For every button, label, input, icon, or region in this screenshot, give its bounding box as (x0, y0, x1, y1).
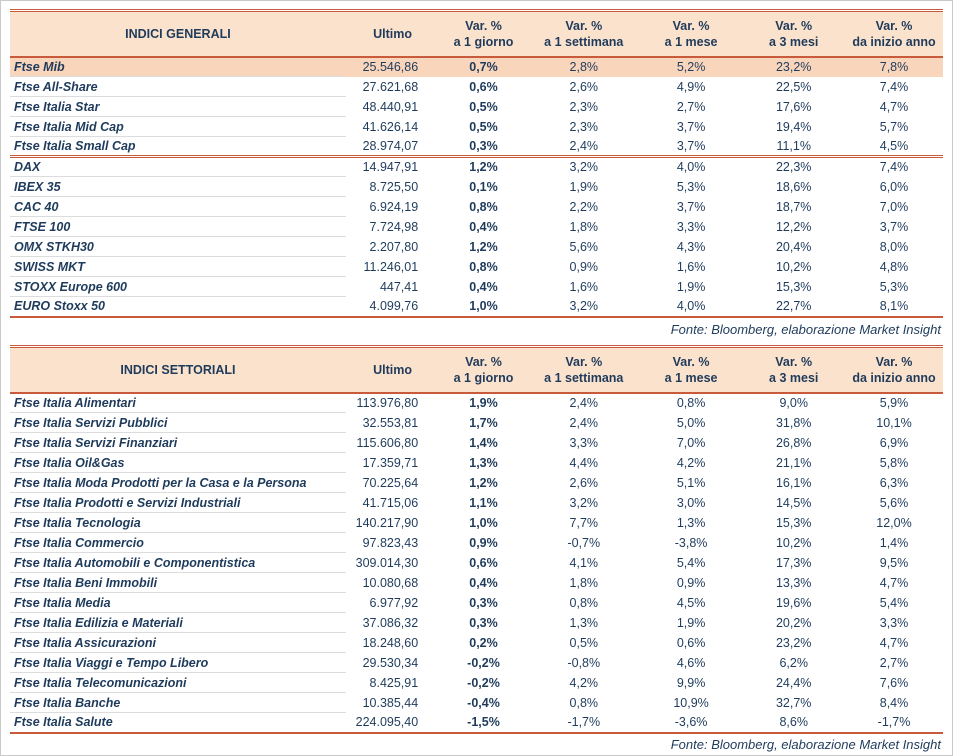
index-name: Ftse Italia Prodotti e Servizi Industriali (10, 493, 346, 513)
var-pct-value: 23,2% (742, 57, 845, 77)
var-pct-value: 0,3% (469, 138, 498, 153)
column-header-var-1-mese: Var. % a 1 mese (640, 11, 743, 57)
table-row (10, 673, 943, 693)
column-header-ultimo: Ultimo (346, 347, 439, 393)
var-pct-value: 4,5% (879, 138, 909, 153)
var-pct-value: 1,7% (469, 415, 498, 430)
index-name: Ftse Italia Small Cap (10, 137, 346, 157)
var-pct-value: 19,4% (775, 119, 812, 134)
var-pct-value: 6,2% (779, 655, 808, 670)
column-header-var-inizio-anno: Var. % da inizio anno (845, 11, 943, 57)
var-pct-value: 3,2% (528, 157, 640, 177)
var-pct-value: 19,6% (775, 595, 812, 610)
var-pct-value: 4,4% (569, 455, 599, 470)
var-pct-value: 2,8% (528, 57, 640, 77)
var-pct-value: 4,3% (676, 239, 706, 254)
ultimo-value: 17.359,71 (362, 455, 419, 470)
ultimo-value: 29.530,34 (362, 655, 419, 670)
column-header-var-inizio-anno: Var. % da inizio anno (845, 347, 943, 393)
var-pct-value: 4,6% (676, 655, 706, 670)
var-pct-value: 4,9% (676, 79, 706, 94)
var-pct-value: 1,2% (469, 475, 498, 490)
var-pct-value: 1,9% (569, 179, 599, 194)
var-pct-value: 5,2% (640, 57, 743, 77)
var-pct-value: 0,3% (469, 615, 498, 630)
table-row (10, 613, 943, 633)
var-pct-value: 0,7% (439, 57, 528, 77)
table-row (10, 653, 943, 673)
index-name: EURO Stoxx 50 (10, 297, 346, 317)
var-pct-value: 3,3% (569, 435, 599, 450)
var-pct-value: 2,4% (569, 138, 599, 153)
var-pct-value: 0,6% (469, 555, 498, 570)
var-pct-value: 0,3% (469, 595, 498, 610)
var-pct-value: 1,0% (469, 299, 498, 313)
var-pct-value: 5,3% (879, 279, 909, 294)
ultimo-value: 97.823,43 (362, 535, 419, 550)
var-pct-value: 21,1% (775, 455, 812, 470)
table-row (10, 473, 943, 493)
var-pct-value: 10,2% (775, 259, 812, 274)
var-pct-value: 9,9% (676, 675, 706, 690)
table-row (10, 633, 943, 653)
var-pct-value: 2,3% (569, 119, 599, 134)
column-header-var-1-mese: Var. % a 1 mese (640, 347, 743, 393)
ultimo-value: 11.246,01 (363, 259, 419, 274)
ultimo-value: 6.924,19 (369, 199, 419, 214)
var-pct-value: 26,8% (775, 435, 812, 450)
var-pct-value: 1,9% (469, 396, 498, 411)
var-pct-value: 23,2% (775, 635, 812, 650)
var-pct-value: 1,0% (469, 515, 498, 530)
var-pct-value: 8,0% (879, 239, 909, 254)
indici-generali-table (10, 9, 943, 318)
column-header-var-1-settimana: Var. % a 1 settimana (528, 11, 640, 57)
var-pct-value: 0,6% (469, 79, 498, 94)
var-pct-value: 4,0% (640, 157, 743, 177)
var-pct-value: 12,2% (775, 219, 812, 234)
ultimo-value: 37.086,32 (362, 615, 419, 630)
ultimo-value: 8.725,50 (369, 179, 419, 194)
indici-generali-body (10, 57, 943, 317)
var-pct-value: 22,7% (775, 299, 812, 313)
index-name: Ftse Italia Automobili e Componentistica (10, 553, 346, 573)
column-header-ultimo: Ultimo (346, 11, 439, 57)
var-pct-value: 1,2% (439, 157, 528, 177)
var-pct-value: 7,0% (676, 435, 706, 450)
table-row (10, 533, 943, 553)
column-header-var-1-settimana: Var. % a 1 settimana (528, 347, 640, 393)
var-pct-value: 3,2% (569, 495, 599, 510)
source-note: Fonte: Bloomberg, elaborazione Market Insight (670, 736, 941, 752)
var-pct-value: 5,4% (879, 595, 909, 610)
var-pct-value: 6,0% (879, 179, 909, 194)
var-pct-value: 0,6% (676, 635, 706, 650)
table-title: INDICI GENERALI (10, 11, 346, 57)
var-pct-value: 6,3% (879, 475, 909, 490)
var-pct-value: 7,7% (569, 515, 599, 530)
var-pct-value: 4,1% (569, 555, 599, 570)
var-pct-value: 15,3% (775, 515, 812, 530)
var-pct-value: 0,4% (469, 219, 498, 234)
var-pct-value: 6,9% (879, 435, 909, 450)
ultimo-value: 140.217,90 (355, 515, 419, 530)
ultimo-value: 41.626,14 (362, 119, 419, 134)
var-pct-value: 11,1% (776, 138, 811, 153)
index-name: OMX STKH30 (10, 237, 346, 257)
var-pct-value: 24,4% (775, 675, 812, 690)
index-name: Ftse Italia Mid Cap (10, 117, 346, 137)
column-header-var-1-giorno: Var. % a 1 giorno (439, 11, 528, 57)
var-pct-value: 1,2% (469, 239, 498, 254)
index-name: Ftse Italia Oil&Gas (10, 453, 346, 473)
var-pct-value: 18,6% (775, 179, 812, 194)
var-pct-value: -0,2% (467, 655, 500, 670)
var-pct-value: 0,5% (469, 119, 498, 134)
var-pct-value: 2,3% (569, 99, 599, 114)
ultimo-value: 7.724,98 (369, 219, 419, 234)
column-header-var-3-mesi: Var. % a 3 mesi (742, 11, 845, 57)
var-pct-value: -0,7% (567, 535, 601, 550)
index-name: Ftse Italia Banche (10, 693, 346, 713)
column-header-var-1-giorno: Var. % a 1 giorno (439, 347, 528, 393)
var-pct-value: 0,8% (469, 199, 498, 214)
var-pct-value: 0,9% (469, 535, 498, 550)
table-row (10, 57, 943, 77)
var-pct-value: 3,7% (676, 138, 706, 153)
var-pct-value: 7,6% (879, 675, 909, 690)
index-name: SWISS MKT (10, 257, 346, 277)
var-pct-value: 1,1% (469, 495, 498, 510)
var-pct-value: 5,6% (879, 495, 909, 510)
var-pct-value: 3,7% (676, 119, 706, 134)
var-pct-value: 5,6% (569, 239, 599, 254)
var-pct-value: 18,7% (775, 199, 812, 214)
var-pct-value: -1,7% (877, 715, 911, 730)
var-pct-value: 2,7% (879, 655, 909, 670)
index-name: Ftse Italia Media (10, 593, 346, 613)
table-row (10, 117, 943, 137)
var-pct-value: 1,9% (676, 615, 706, 630)
var-pct-value: 0,8% (676, 396, 706, 411)
var-pct-value: 0,8% (469, 259, 498, 274)
var-pct-value: 20,4% (775, 239, 812, 254)
var-pct-value: 1,8% (569, 219, 599, 234)
index-name: Ftse Italia Servizi Pubblici (10, 413, 346, 433)
var-pct-value: 0,8% (569, 695, 599, 710)
table-row (10, 97, 943, 117)
var-pct-value: 20,2% (775, 615, 812, 630)
var-pct-value: 0,4% (469, 575, 498, 590)
var-pct-value: 5,0% (676, 415, 706, 430)
var-pct-value: 2,6% (569, 475, 599, 490)
var-pct-value: 15,3% (775, 279, 812, 294)
table-row (10, 553, 943, 573)
var-pct-value: 3,7% (879, 219, 909, 234)
table-row (10, 693, 943, 713)
table-row (10, 177, 943, 197)
ultimo-value: 8.425,91 (369, 675, 419, 690)
var-pct-value: 0,1% (469, 179, 498, 194)
table-row (10, 277, 943, 297)
var-pct-value: -0,4% (467, 695, 500, 710)
var-pct-value: 0,8% (569, 595, 599, 610)
var-pct-value: 0,5% (569, 635, 599, 650)
table-title: INDICI SETTORIALI (10, 347, 346, 393)
var-pct-value: 2,4% (569, 396, 599, 411)
ultimo-value: 113.976,80 (356, 396, 419, 411)
table-row (10, 77, 943, 97)
index-name: Ftse Mib (10, 57, 346, 77)
var-pct-value: 3,3% (676, 219, 706, 234)
var-pct-value: 4,5% (676, 595, 706, 610)
table-row (10, 713, 943, 733)
ultimo-value: 25.546,86 (346, 57, 439, 77)
var-pct-value: 2,7% (676, 99, 706, 114)
index-name: DAX (10, 157, 346, 177)
index-name: Ftse Italia Edilizia e Materiali (10, 613, 346, 633)
var-pct-value: 4,2% (676, 455, 706, 470)
ultimo-value: 115.606,80 (356, 435, 419, 450)
index-name: Ftse Italia Salute (10, 713, 346, 733)
table-row (10, 237, 943, 257)
ultimo-value: 18.248,60 (362, 635, 419, 650)
ultimo-value: 41.715,06 (362, 495, 419, 510)
index-name: Ftse Italia Alimentari (10, 393, 346, 413)
index-name: Ftse Italia Viaggi e Tempo Libero (10, 653, 346, 673)
var-pct-value: 5,1% (676, 475, 706, 490)
index-name: CAC 40 (10, 197, 346, 217)
table-row (10, 413, 943, 433)
var-pct-value: 10,1% (876, 415, 912, 430)
var-pct-value: 9,0% (779, 396, 808, 411)
table-row (10, 393, 943, 413)
var-pct-value: 1,9% (676, 279, 706, 294)
var-pct-value: 5,9% (879, 396, 909, 411)
table-row (10, 157, 943, 177)
var-pct-value: 13,3% (775, 575, 812, 590)
var-pct-value: 0,2% (469, 635, 498, 650)
table-row (10, 197, 943, 217)
var-pct-value: 2,2% (569, 199, 599, 214)
var-pct-value: 10,9% (673, 695, 709, 710)
var-pct-value: 7,8% (845, 57, 943, 77)
ultimo-value: 10.080,68 (362, 575, 419, 590)
var-pct-value: 1,4% (879, 535, 909, 550)
var-pct-value: -0,8% (567, 655, 601, 670)
table-row (10, 453, 943, 473)
var-pct-value: 5,7% (879, 119, 909, 134)
var-pct-value: 1,3% (569, 615, 599, 630)
indici-settoriali-body (10, 393, 943, 733)
var-pct-value: 0,9% (676, 575, 706, 590)
indici-generali-header (10, 11, 943, 57)
var-pct-value: 3,2% (569, 299, 599, 313)
ultimo-value: 224.095,40 (355, 715, 419, 730)
ultimo-value: 309.014,30 (355, 555, 419, 570)
var-pct-value: 3,3% (879, 615, 909, 630)
var-pct-value: 14,5% (775, 495, 812, 510)
index-name: IBEX 35 (10, 177, 346, 197)
table-row (10, 297, 943, 317)
var-pct-value: 22,5% (775, 79, 812, 94)
var-pct-value: 10,2% (775, 535, 812, 550)
var-pct-value: 7,4% (879, 79, 909, 94)
var-pct-value: 8,4% (879, 695, 909, 710)
var-pct-value: 22,3% (742, 157, 845, 177)
var-pct-value: 17,6% (775, 99, 812, 114)
var-pct-value: 5,3% (676, 179, 706, 194)
index-name: Ftse Italia Beni Immobili (10, 573, 346, 593)
var-pct-value: 1,8% (569, 575, 599, 590)
var-pct-value: 4,7% (879, 575, 909, 590)
index-name: Ftse Italia Tecnologia (10, 513, 346, 533)
index-name: Ftse Italia Telecomunicazioni (10, 673, 346, 693)
var-pct-value: 17,3% (775, 555, 812, 570)
indici-settoriali-table (10, 345, 943, 734)
var-pct-value: 5,4% (676, 555, 706, 570)
ultimo-value: 70.225,64 (362, 475, 419, 490)
ultimo-value: 32.553,81 (362, 415, 419, 430)
index-name: FTSE 100 (10, 217, 346, 237)
var-pct-value: -1,5% (467, 715, 500, 730)
var-pct-value: 2,4% (569, 415, 599, 430)
index-name: Ftse Italia Moda Prodotti per la Casa e la Persona (10, 473, 346, 493)
var-pct-value: -1,7% (567, 715, 601, 730)
var-pct-value: 32,7% (775, 695, 812, 710)
var-pct-value: 3,7% (676, 199, 706, 214)
var-pct-value: 1,3% (469, 455, 498, 470)
indici-settoriali-section (10, 345, 943, 752)
ultimo-value: 14.947,91 (346, 157, 439, 177)
index-name: Ftse Italia Assicurazioni (10, 633, 346, 653)
ultimo-value: 447,41 (379, 279, 419, 294)
var-pct-value: 8,1% (879, 299, 909, 313)
table-row (10, 137, 943, 157)
var-pct-value: 1,4% (469, 435, 498, 450)
var-pct-value: 12,0% (876, 515, 912, 530)
index-name: STOXX Europe 600 (10, 277, 346, 297)
var-pct-value: 5,8% (879, 455, 909, 470)
table-row (10, 573, 943, 593)
var-pct-value: -0,2% (467, 675, 500, 690)
ultimo-value: 28.974,07 (362, 138, 419, 153)
index-name: Ftse Italia Commercio (10, 533, 346, 553)
var-pct-value: 4,0% (676, 299, 706, 313)
var-pct-value: 8,6% (779, 715, 808, 730)
table-row (10, 493, 943, 513)
var-pct-value: 0,5% (469, 99, 498, 114)
var-pct-value: 4,2% (569, 675, 599, 690)
ultimo-value: 4.099,76 (369, 299, 419, 313)
indici-settoriali-header (10, 347, 943, 393)
var-pct-value: -3,6% (674, 715, 708, 730)
table-row (10, 217, 943, 237)
var-pct-value: 1,6% (569, 279, 599, 294)
ultimo-value: 10.385,44 (362, 695, 419, 710)
var-pct-value: -3,8% (674, 535, 708, 550)
table-row (10, 433, 943, 453)
var-pct-value: 2,6% (569, 79, 599, 94)
table-row (10, 257, 943, 277)
ultimo-value: 27.621,68 (362, 79, 419, 94)
var-pct-value: 31,8% (775, 415, 812, 430)
var-pct-value: 0,4% (469, 279, 498, 294)
indici-generali-section (10, 9, 943, 337)
index-name: Ftse All-Share (10, 77, 346, 97)
var-pct-value: 4,7% (879, 99, 909, 114)
source-note: Fonte: Bloomberg, elaborazione Market Insight (670, 321, 941, 337)
var-pct-value: 3,0% (676, 495, 706, 510)
var-pct-value: 16,1% (775, 475, 812, 490)
index-name: Ftse Italia Servizi Finanziari (10, 433, 346, 453)
ultimo-value: 2.207,80 (369, 239, 419, 254)
table-row (10, 593, 943, 613)
var-pct-value: 7,4% (845, 157, 943, 177)
var-pct-value: 7,0% (879, 199, 909, 214)
ultimo-value: 48.440,91 (362, 99, 419, 114)
column-header-var-3-mesi: Var. % a 3 mesi (742, 347, 845, 393)
table-row (10, 513, 943, 533)
var-pct-value: 0,9% (569, 259, 599, 274)
var-pct-value: 9,5% (879, 555, 909, 570)
var-pct-value: 4,8% (879, 259, 909, 274)
ultimo-value: 6.977,92 (369, 595, 419, 610)
index-name: Ftse Italia Star (10, 97, 346, 117)
var-pct-value: 1,6% (676, 259, 706, 274)
var-pct-value: 1,3% (676, 515, 706, 530)
var-pct-value: 4,7% (879, 635, 909, 650)
